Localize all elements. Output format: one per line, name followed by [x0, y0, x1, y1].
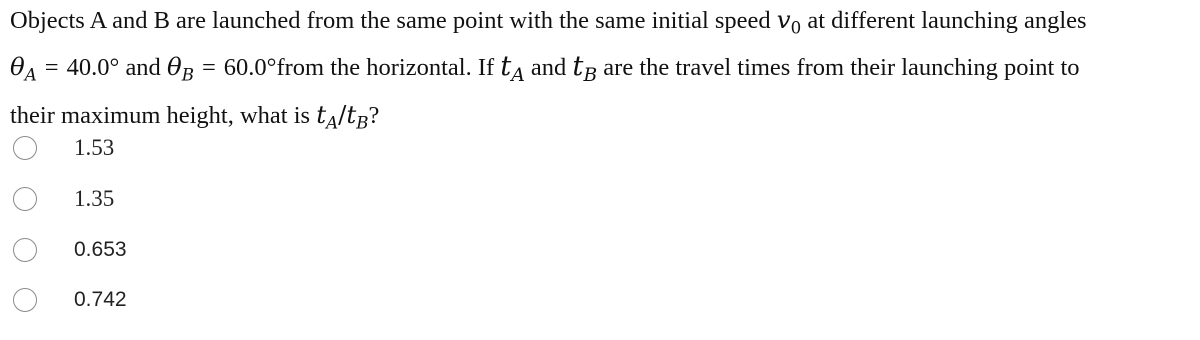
question-text-part: their maximum height, what is: [10, 102, 311, 130]
answer-option-4[interactable]: [13, 275, 127, 325]
theta-b-value: 60.0°: [223, 54, 277, 82]
math-theta-b: [166, 52, 194, 85]
math-v0: [776, 5, 802, 38]
question-text-part: at different launching angles: [807, 7, 1087, 34]
option-label: 0.742: [74, 288, 127, 311]
t-subscript: B: [356, 113, 369, 133]
t-symbol: t: [572, 51, 584, 83]
theta-subscript: B: [181, 65, 194, 85]
equals-sign: =: [201, 54, 216, 82]
answer-option-2[interactable]: [13, 173, 115, 225]
t-subscript: A: [326, 113, 339, 133]
math-t-b: [572, 51, 598, 87]
math-t-a: [500, 51, 525, 87]
math-ratio: [316, 100, 369, 133]
equals-sign: =: [44, 54, 59, 82]
option-label: 0.653: [74, 238, 127, 261]
theta-symbol: θ: [166, 52, 182, 82]
math-theta-a: [10, 52, 37, 85]
question-text: [10, 0, 1195, 143]
option-label: 1.53: [74, 135, 115, 160]
v-subscript: 0: [790, 18, 802, 38]
question-text-part: and: [125, 54, 161, 82]
question-line-2: [10, 47, 1195, 95]
radio-button[interactable]: [13, 288, 37, 312]
slash: /: [338, 100, 347, 130]
question-line-1: [10, 0, 1195, 47]
t-symbol: t: [500, 51, 512, 83]
v-symbol: v: [776, 5, 791, 34]
t-symbol: t: [316, 100, 327, 130]
question-line-3: [10, 95, 1195, 142]
theta-symbol: θ: [10, 52, 25, 82]
radio-button[interactable]: [13, 238, 37, 262]
question-text-part: and: [530, 54, 567, 82]
answer-options: [13, 123, 127, 325]
theta-a-value: 40.0°: [66, 54, 120, 82]
question-text-part: from the horizontal. If: [276, 54, 495, 82]
theta-subscript: A: [24, 65, 37, 85]
radio-button[interactable]: [13, 187, 37, 211]
t-subscript: B: [583, 65, 598, 87]
question-text-part: Objects A and B are launched from the same point with the same initial speed: [10, 7, 771, 34]
t-symbol: t: [346, 100, 357, 130]
option-label: 1.35: [74, 186, 115, 211]
radio-button[interactable]: [13, 136, 37, 160]
answer-option-3[interactable]: [13, 225, 127, 275]
t-subscript: A: [511, 65, 525, 87]
answer-option-1[interactable]: [13, 123, 115, 173]
question-mark: ?: [368, 102, 380, 130]
question-text-part: are the travel times from their launching point to: [603, 54, 1080, 82]
